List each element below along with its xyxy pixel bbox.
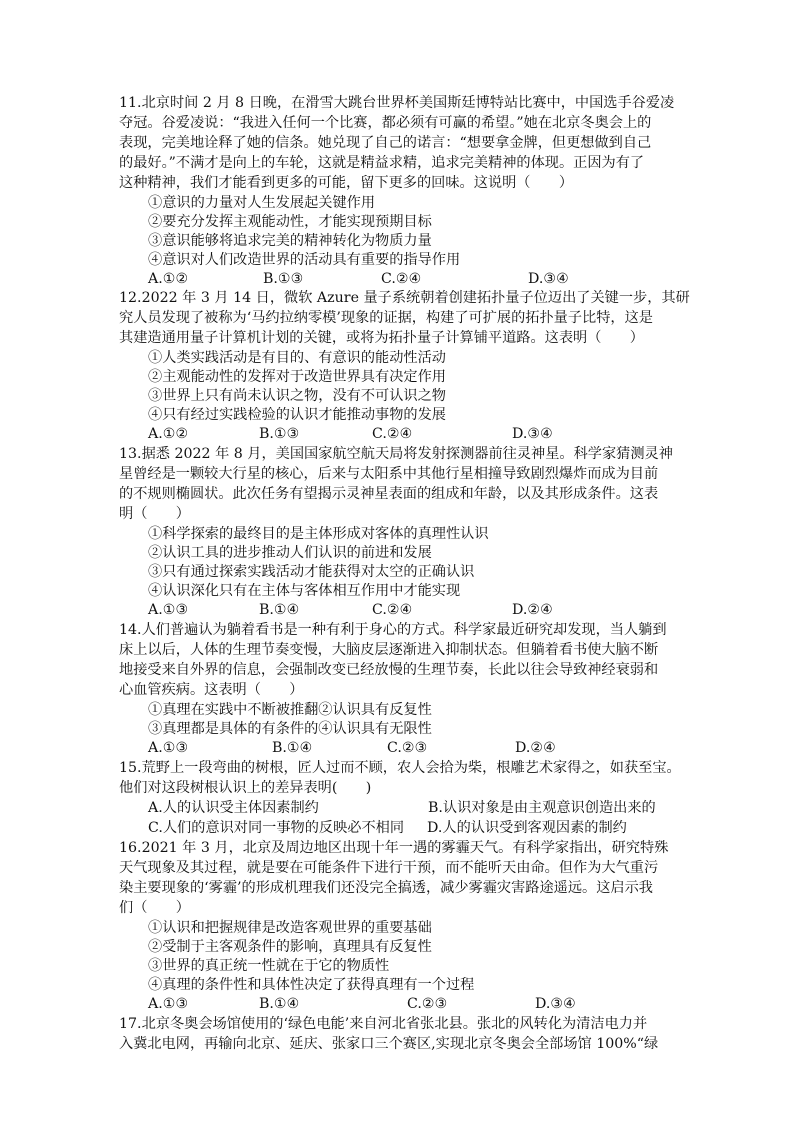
- q11-option: ④意识对人们改造世界的活动具有重要的指导作用: [148, 252, 461, 268]
- answer-choice: D.③④: [528, 271, 569, 287]
- answer-choice: D.②④: [512, 602, 553, 618]
- answer-choice: A.①②: [148, 426, 189, 442]
- q12-option: ②主观能动性的发挥对于改造世界具有决定作用: [148, 369, 446, 385]
- q12-stem-line: 12.2022 年 3 月 14 日，微软 Azure 量子系统朝着创建拓扑量子位迈出了关键一步，其研: [119, 290, 690, 306]
- answer-choice: C.②③: [387, 740, 428, 756]
- answer-choice: B.①④: [259, 602, 300, 618]
- q15-answers-row: [148, 799, 656, 817]
- q11-stem-line: 的最好。”不满才是向上的车轮，这就是精益求精，追求完美精神的体现。正因为有了: [119, 155, 645, 171]
- q15-answers-row: [148, 819, 627, 837]
- q11-stem-line: 表现，完美地诠释了她的信条。她兑现了自己的诺言：“想要拿金牌，但更想做到自己: [119, 135, 652, 151]
- q11-answers: [148, 270, 569, 288]
- q13-answers: [148, 601, 553, 619]
- q13-stem-line: 13.据悉 2022 年 8 月，美国国家航空航天局将发射探测器前往灵神星。科学家猜测灵神: [119, 446, 673, 462]
- answer-choice: B.①④: [259, 996, 300, 1012]
- q12-stem-line: 其建造通用量子计算机计划的关键，或将为拓扑量子计算铺平道路。这表明（ ）: [119, 330, 644, 346]
- q14-options-row: [148, 720, 432, 738]
- option: ②认识具有反复性: [318, 702, 432, 718]
- q12-option: ④只有经过实践检验的认识才能推动事物的发展: [148, 407, 446, 423]
- q11-stem-line: 11.北京时间 2 月 8 日晚，在滑雪大跳台世界杯美国斯廷博特站比赛中，中国选手谷爱凌: [119, 95, 675, 111]
- q12-option: ③世界上只有尚未认识之物，没有不可认识之物: [148, 388, 446, 404]
- answer-choice: C.②④: [372, 602, 413, 618]
- q16-answers: [148, 995, 576, 1013]
- q11-option: ②要充分发挥主观能动性，才能实现预期目标: [148, 214, 432, 230]
- q12-answers: [148, 425, 553, 443]
- option: ③真理都是具体的有条件的: [148, 721, 319, 737]
- answer-choice: D.②④: [515, 740, 556, 756]
- q13-stem-line: 星曾经是一颗较大行星的核心，后来与太阳系中其他行星相撞导致剧烈爆炸而成为目前: [119, 466, 659, 482]
- answer-choice: D.③④: [535, 996, 576, 1012]
- q15-stem-line: 他们对这段树根认识上的差异表明( ): [119, 780, 372, 796]
- q13-option: ③只有通过探索实践活动才能获得对太空的正确认识: [148, 564, 475, 580]
- q14-answers: [148, 739, 556, 757]
- q11-stem-line: 这种精神，我们才能看到更多的可能，留下更多的回味。这说明（ ）: [119, 175, 574, 191]
- q13-stem-line: 明（ ）: [119, 506, 190, 522]
- q14-stem-line: 心血管疾病。这表明（ ）: [119, 682, 304, 698]
- answer-choice: B.①④: [272, 740, 313, 756]
- q17-stem-line: 17.北京冬奥会场馆使用的‘绿色电能’来自河北省张北县。张北的风转化为清洁电力并: [119, 1016, 648, 1032]
- answer-choice: C.②④: [381, 271, 422, 287]
- q16-option: ④真理的条件性和具体性决定了获得真理有一个过程: [148, 977, 475, 993]
- answer-choice: C.②④: [372, 426, 413, 442]
- answer-choice: D.人的认识受到客观因素的制约: [427, 820, 627, 836]
- q11-stem-line: 夺冠。谷爱凌说：“我进入任何一个比赛，都必须有可赢的希望。”她在北京冬奥会上的: [119, 115, 652, 131]
- q16-stem-line: 们（ ）: [119, 900, 190, 916]
- answer-choice: B.①③: [259, 426, 300, 442]
- q17-stem-line: 入冀北电网，再输向北京、延庆、张家口三个赛区,实现北京冬奥会全部场馆 100%“绿: [119, 1036, 659, 1052]
- q13-option: ②认识工具的进步推动人们认识的前进和发展: [148, 545, 432, 561]
- q11-option: ③意识能够将追求完美的精神转化为物质力量: [148, 233, 432, 249]
- q13-stem-line: 的不规则椭圆状。此次任务有望揭示灵神星表面的组成和年龄，以及其形成条件。这表: [119, 486, 659, 502]
- answer-choice: B.①③: [263, 271, 304, 287]
- q16-stem-line: 染主要现象的‘雾霾’的形成机理我们还没完全搞透，减少雾霾灾害路途遥远。这启示我: [119, 880, 653, 896]
- q14-stem-line: 地接受来自外界的信息，会强制改变已经放慢的生理节奏，长此以往会导致神经衰弱和: [119, 662, 659, 678]
- answer-choice: A.①③: [148, 740, 189, 756]
- q13-option: ①科学探索的最终目的是主体形成对客体的真理性认识: [148, 526, 489, 542]
- option: ④认识具有无限性: [318, 721, 432, 737]
- q16-option: ①认识和把握规律是改造客观世界的重要基础: [148, 920, 432, 936]
- option: ①真理在实践中不断被推翻: [148, 702, 319, 718]
- answer-choice: A.①③: [148, 602, 189, 618]
- q16-option: ③世界的真正统一性就在于它的物质性: [148, 958, 390, 974]
- q12-option: ①人类实践活动是有目的、有意识的能动性活动: [148, 350, 446, 366]
- q16-stem-line: 天气现象及其过程，就是要在可能条件下进行干预，而不能听天由命。但作为大气重污: [119, 860, 659, 876]
- q16-option: ②受制于主客观条件的影响，真理具有反复性: [148, 939, 432, 955]
- answer-choice: A.①②: [148, 271, 189, 287]
- answer-choice: D.③④: [512, 426, 553, 442]
- q12-stem-line: 究人员发现了被称为‘马约拉纳零模’现象的证据，构建了可扩展的拓扑量子比特，这是: [119, 310, 653, 326]
- answer-choice: A.①③: [148, 996, 189, 1012]
- answer-choice: B.认识对象是由主观意识创造出来的: [428, 800, 656, 816]
- q16-stem-line: 16.2021 年 3 月，北京及周边地区出现十年一遇的雾霾天气。有科学家指出，研究特殊: [119, 840, 669, 856]
- q14-stem-line: 床上以后，人体的生理节奏变慢，大脑皮层逐渐进入抑制状态。但躺着看书使大脑不断: [119, 642, 659, 658]
- q11-option: ①意识的力量对人生发展起关键作用: [148, 195, 376, 211]
- q15-stem-line: 15.荒野上一段弯曲的树根，匠人过而不顾，农人会拾为柴，根雕艺术家得之，如获至宝。: [119, 760, 681, 776]
- q13-option: ④认识深化只有在主体与客体相互作用中才能实现: [148, 583, 461, 599]
- answer-choice: C.②③: [407, 996, 448, 1012]
- answer-choice: A.人的认识受主体因素制约: [148, 800, 319, 816]
- q14-options-row: [148, 701, 432, 719]
- q14-stem-line: 14.人们普遍认为躺着看书是一种有利于身心的方式。科学家最近研究却发现，当人躺到: [119, 622, 667, 638]
- answer-choice: C.人们的意识对同一事物的反映必不相同: [148, 820, 405, 836]
